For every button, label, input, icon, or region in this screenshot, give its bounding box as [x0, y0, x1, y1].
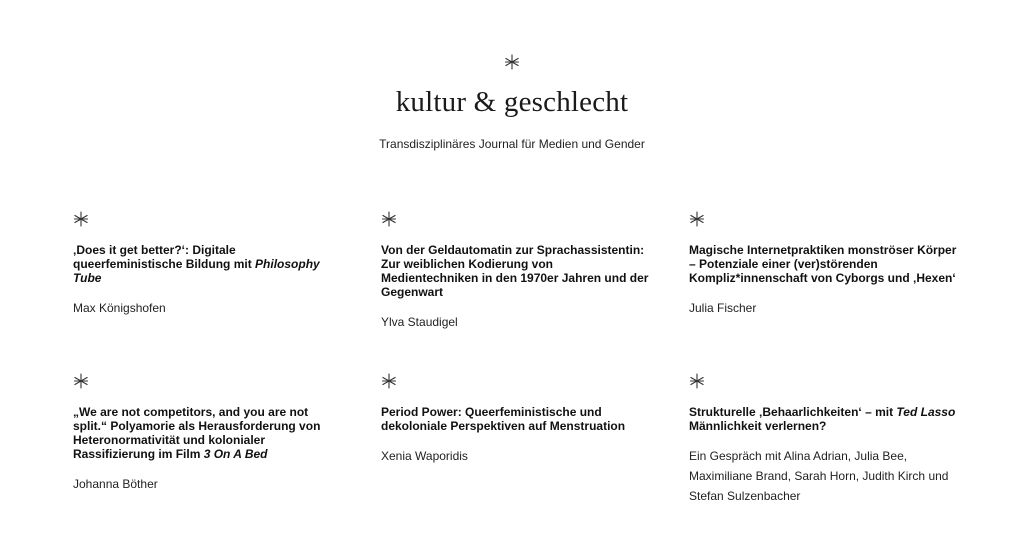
article-title[interactable]: ‚Does it get better?‘: Digitale queerfeministische Bildung mit Philosophy Tube: [73, 243, 320, 285]
article-author: Xenia Waporidis: [381, 449, 468, 463]
asterisk-icon: [381, 373, 397, 389]
site-subtitle: Transdisziplinäres Journal für Medien und Gender: [379, 137, 645, 151]
asterisk-icon: [689, 373, 705, 389]
article-title[interactable]: Strukturelle ‚Behaarlichkeiten‘ – mit Ted Lasso Männlichkeit verlernen?: [689, 405, 956, 433]
article-card[interactable]: [689, 211, 959, 318]
article-card[interactable]: [381, 373, 651, 466]
article-card[interactable]: [689, 373, 959, 506]
asterisk-icon: [73, 211, 89, 227]
asterisk-icon: [504, 54, 520, 70]
asterisk-icon: [73, 373, 89, 389]
asterisk-icon: [689, 211, 705, 227]
asterisk-icon: [381, 211, 397, 227]
article-author: Ylva Staudigel: [381, 315, 458, 329]
article-title[interactable]: Magische Internetpraktiken monströser Körper – Potenziale einer (ver)störenden Kompliz*innenschaft von Cyborgs und ‚Hexen‘: [689, 243, 957, 285]
article-author: Max Königshofen: [73, 301, 166, 315]
article-card[interactable]: [73, 211, 343, 318]
article-card[interactable]: [381, 211, 651, 332]
article-author: Julia Fischer: [689, 301, 757, 315]
article-card[interactable]: [73, 373, 343, 494]
article-title[interactable]: Von der Geldautomatin zur Sprachassistentin: Zur weiblichen Kodierung von Medientechniken in den 1970er Jahren und der Gegenwart: [381, 243, 649, 299]
article-author: Ein Gespräch mit Alina Adrian, Julia Bee, Maximiliane Brand, Sarah Horn, Judith Kirch und Stefan Sulzenbacher: [689, 449, 949, 503]
article-author: Johanna Böther: [73, 477, 158, 491]
site-title[interactable]: kultur & geschlecht: [395, 86, 629, 118]
article-title[interactable]: Period Power: Queerfeministische und dekoloniale Perspektiven auf Menstruation: [381, 405, 626, 433]
article-title[interactable]: „We are not competitors, and you are not split.“ Polyamorie als Herausforderung von Heteronormativität und kolonialer Rassifizierung im Film 3 On A Bed: [73, 405, 321, 461]
